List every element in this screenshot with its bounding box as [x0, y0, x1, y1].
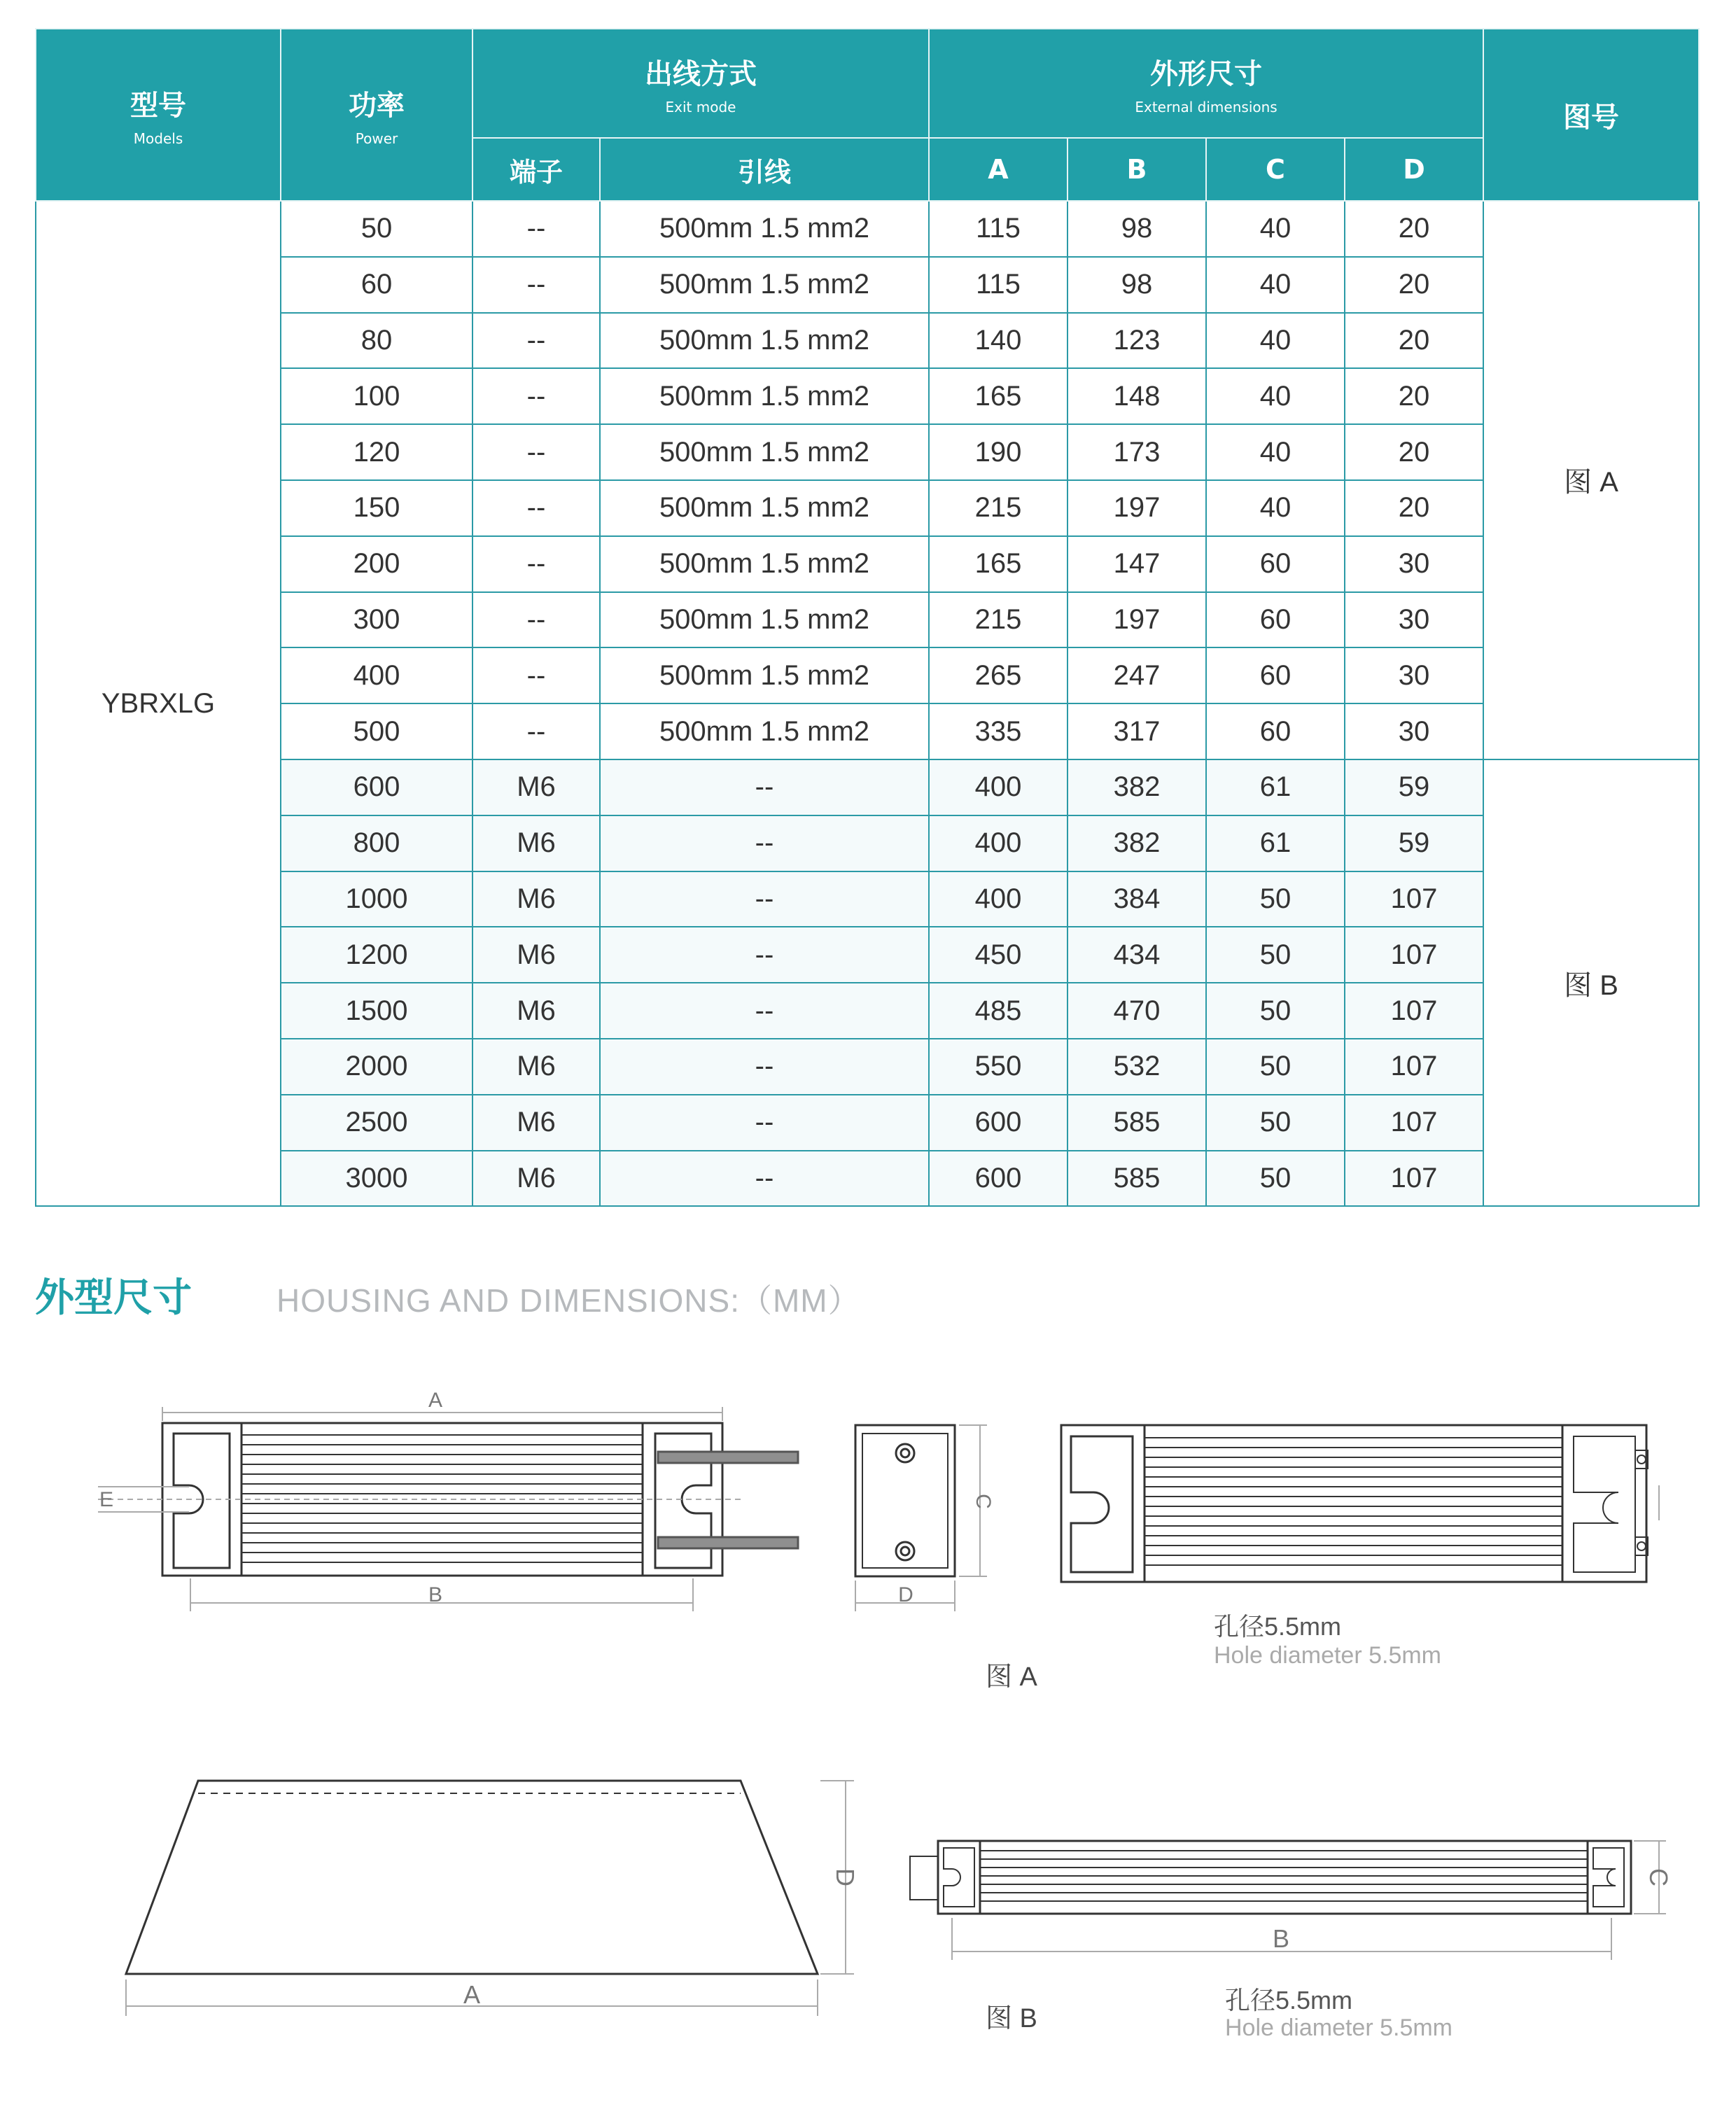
terminal-cell: M6: [472, 759, 600, 815]
d-cell: 107: [1345, 1039, 1483, 1095]
fig-b-dim-b: B: [1272, 1924, 1290, 1953]
d-cell: 30: [1345, 536, 1483, 592]
lead-cell: 500mm 1.5 mm2: [600, 647, 929, 703]
power-cell: 3000: [281, 1151, 472, 1207]
d-cell: 30: [1345, 592, 1483, 648]
power-cell: 150: [281, 480, 472, 536]
fig-a-end-view: [855, 1425, 987, 1611]
lead-cell: 500mm 1.5 mm2: [600, 368, 929, 424]
a-cell: 335: [929, 703, 1068, 759]
b-cell: 585: [1068, 1095, 1206, 1151]
b-cell: 148: [1068, 368, 1206, 424]
fig-a-dim-c: C: [972, 1494, 995, 1509]
c-cell: 60: [1206, 536, 1345, 592]
c-cell: 61: [1206, 815, 1345, 871]
lead-cell: 500mm 1.5 mm2: [600, 592, 929, 648]
lead-cell: 500mm 1.5 mm2: [600, 536, 929, 592]
d-cell: 20: [1345, 201, 1483, 257]
header-fig-cn: 图号: [1563, 101, 1620, 134]
b-cell: 123: [1068, 313, 1206, 369]
a-cell: 165: [929, 536, 1068, 592]
fig-a-top-view: [98, 1407, 798, 1611]
b-cell: 434: [1068, 927, 1206, 983]
b-cell: 382: [1068, 815, 1206, 871]
header-b: B: [1068, 138, 1206, 201]
fig-b-front-view: [126, 1781, 854, 2016]
a-cell: 550: [929, 1039, 1068, 1095]
a-cell: 400: [929, 871, 1068, 927]
fig-a-dim-d: D: [898, 1583, 913, 1606]
d-cell: 59: [1345, 815, 1483, 871]
b-cell: 317: [1068, 703, 1206, 759]
b-cell: 98: [1068, 201, 1206, 257]
c-cell: 50: [1206, 983, 1345, 1039]
terminal-cell: M6: [472, 815, 600, 871]
power-cell: 120: [281, 424, 472, 480]
lead-cell: --: [600, 871, 929, 927]
power-cell: 2000: [281, 1039, 472, 1095]
d-cell: 107: [1345, 871, 1483, 927]
c-cell: 40: [1206, 368, 1345, 424]
lead-cell: 500mm 1.5 mm2: [600, 313, 929, 369]
c-cell: 40: [1206, 424, 1345, 480]
b-cell: 197: [1068, 480, 1206, 536]
c-cell: 60: [1206, 592, 1345, 648]
c-cell: 60: [1206, 647, 1345, 703]
terminal-cell: --: [472, 647, 600, 703]
a-cell: 400: [929, 759, 1068, 815]
a-cell: 450: [929, 927, 1068, 983]
c-cell: 40: [1206, 480, 1345, 536]
b-cell: 585: [1068, 1151, 1206, 1207]
a-cell: 215: [929, 592, 1068, 648]
lead-cell: --: [600, 815, 929, 871]
fig-a-hole-cn: 孔径5.5mm: [1214, 1612, 1342, 1641]
terminal-cell: --: [472, 703, 600, 759]
fig-a-dim-b: B: [428, 1583, 443, 1606]
power-cell: 500: [281, 703, 472, 759]
terminal-cell: M6: [472, 1039, 600, 1095]
section-title: 外型尺寸: [35, 1275, 192, 1321]
b-cell: 147: [1068, 536, 1206, 592]
lead-cell: --: [600, 1039, 929, 1095]
header-exit-en: Exit mode: [665, 98, 736, 115]
lead-cell: 500mm 1.5 mm2: [600, 424, 929, 480]
b-cell: 470: [1068, 983, 1206, 1039]
lead-cell: --: [600, 759, 929, 815]
d-cell: 20: [1345, 368, 1483, 424]
figure-b-cell: 图 B: [1483, 759, 1699, 1206]
c-cell: 50: [1206, 927, 1345, 983]
lead-cell: --: [600, 1095, 929, 1151]
terminal-cell: M6: [472, 983, 600, 1039]
lead-cell: --: [600, 1151, 929, 1207]
d-cell: 20: [1345, 480, 1483, 536]
lead-cell: 500mm 1.5 mm2: [600, 201, 929, 257]
power-cell: 2500: [281, 1095, 472, 1151]
b-cell: 532: [1068, 1039, 1206, 1095]
header-exit-cn: 出线方式: [645, 57, 757, 90]
c-cell: 50: [1206, 1151, 1345, 1207]
power-cell: 100: [281, 368, 472, 424]
c-cell: 40: [1206, 201, 1345, 257]
c-cell: 50: [1206, 1095, 1345, 1151]
fig-a-side-view: [1061, 1425, 1659, 1582]
power-cell: 80: [281, 313, 472, 369]
fig-a-caption: 图 A: [986, 1662, 1037, 1692]
d-cell: 107: [1345, 927, 1483, 983]
b-cell: 384: [1068, 871, 1206, 927]
b-cell: 173: [1068, 424, 1206, 480]
header-dims-cn: 外形尺寸: [1150, 57, 1263, 90]
lead-cell: --: [600, 927, 929, 983]
header-c: C: [1206, 138, 1345, 201]
fig-b-hole-en: Hole diameter 5.5mm: [1225, 2015, 1453, 2041]
header-power-cn: 功率: [349, 89, 405, 122]
a-cell: 115: [929, 257, 1068, 313]
power-cell: 400: [281, 647, 472, 703]
terminal-cell: --: [472, 313, 600, 369]
terminal-cell: M6: [472, 1151, 600, 1207]
a-cell: 140: [929, 313, 1068, 369]
terminal-cell: --: [472, 480, 600, 536]
terminal-cell: --: [472, 201, 600, 257]
power-cell: 200: [281, 536, 472, 592]
terminal-cell: M6: [472, 1095, 600, 1151]
c-cell: 60: [1206, 703, 1345, 759]
a-cell: 400: [929, 815, 1068, 871]
terminal-cell: M6: [472, 871, 600, 927]
terminal-cell: --: [472, 592, 600, 648]
terminal-cell: --: [472, 424, 600, 480]
d-cell: 107: [1345, 983, 1483, 1039]
header-terminal: 端子: [472, 138, 600, 201]
header-d: D: [1345, 138, 1483, 201]
fig-a-dim-a: A: [428, 1389, 443, 1412]
terminal-cell: --: [472, 368, 600, 424]
fig-b-dim-d: D: [831, 1868, 860, 1886]
header-dims-en: External dimensions: [1135, 98, 1278, 115]
d-cell: 59: [1345, 759, 1483, 815]
a-cell: 115: [929, 201, 1068, 257]
model-cell: YBRXLG: [36, 201, 281, 1206]
a-cell: 600: [929, 1095, 1068, 1151]
b-cell: 98: [1068, 257, 1206, 313]
lead-cell: 500mm 1.5 mm2: [600, 703, 929, 759]
power-cell: 60: [281, 257, 472, 313]
d-cell: 30: [1345, 703, 1483, 759]
power-cell: 800: [281, 815, 472, 871]
lead-cell: 500mm 1.5 mm2: [600, 257, 929, 313]
c-cell: 40: [1206, 313, 1345, 369]
a-cell: 600: [929, 1151, 1068, 1207]
a-cell: 165: [929, 368, 1068, 424]
header-lead: 引线: [600, 138, 929, 201]
fig-a-hole-en: Hole diameter 5.5mm: [1214, 1642, 1442, 1669]
terminal-cell: --: [472, 536, 600, 592]
fig-b-dim-c: C: [1644, 1868, 1673, 1886]
power-cell: 300: [281, 592, 472, 648]
d-cell: 30: [1345, 647, 1483, 703]
power-cell: 1000: [281, 871, 472, 927]
fig-b-caption: 图 B: [986, 2004, 1037, 2033]
fig-b-dim-a: A: [463, 1980, 481, 2009]
d-cell: 20: [1345, 313, 1483, 369]
lead-cell: 500mm 1.5 mm2: [600, 480, 929, 536]
d-cell: 20: [1345, 424, 1483, 480]
section-subtitle: HOUSING AND DIMENSIONS:（MM）: [276, 1282, 861, 1319]
fig-a-dim-e: E: [99, 1488, 114, 1511]
a-cell: 190: [929, 424, 1068, 480]
b-cell: 197: [1068, 592, 1206, 648]
terminal-cell: --: [472, 257, 600, 313]
power-cell: 600: [281, 759, 472, 815]
figure-a-cell: 图 A: [1483, 201, 1699, 759]
fig-b-hole-cn: 孔径5.5mm: [1225, 1986, 1353, 2015]
c-cell: 50: [1206, 1039, 1345, 1095]
a-cell: 265: [929, 647, 1068, 703]
a-cell: 215: [929, 480, 1068, 536]
lead-cell: --: [600, 983, 929, 1039]
d-cell: 20: [1345, 257, 1483, 313]
a-cell: 485: [929, 983, 1068, 1039]
power-cell: 1500: [281, 983, 472, 1039]
power-cell: 1200: [281, 927, 472, 983]
b-cell: 382: [1068, 759, 1206, 815]
header-a: A: [929, 138, 1068, 201]
d-cell: 107: [1345, 1095, 1483, 1151]
b-cell: 247: [1068, 647, 1206, 703]
header-model-cn: 型号: [130, 89, 186, 122]
c-cell: 40: [1206, 257, 1345, 313]
header-power-en: Power: [355, 129, 398, 147]
terminal-cell: M6: [472, 927, 600, 983]
header-model-en: Models: [133, 129, 183, 147]
power-cell: 50: [281, 201, 472, 257]
c-cell: 61: [1206, 759, 1345, 815]
d-cell: 107: [1345, 1151, 1483, 1207]
c-cell: 50: [1206, 871, 1345, 927]
